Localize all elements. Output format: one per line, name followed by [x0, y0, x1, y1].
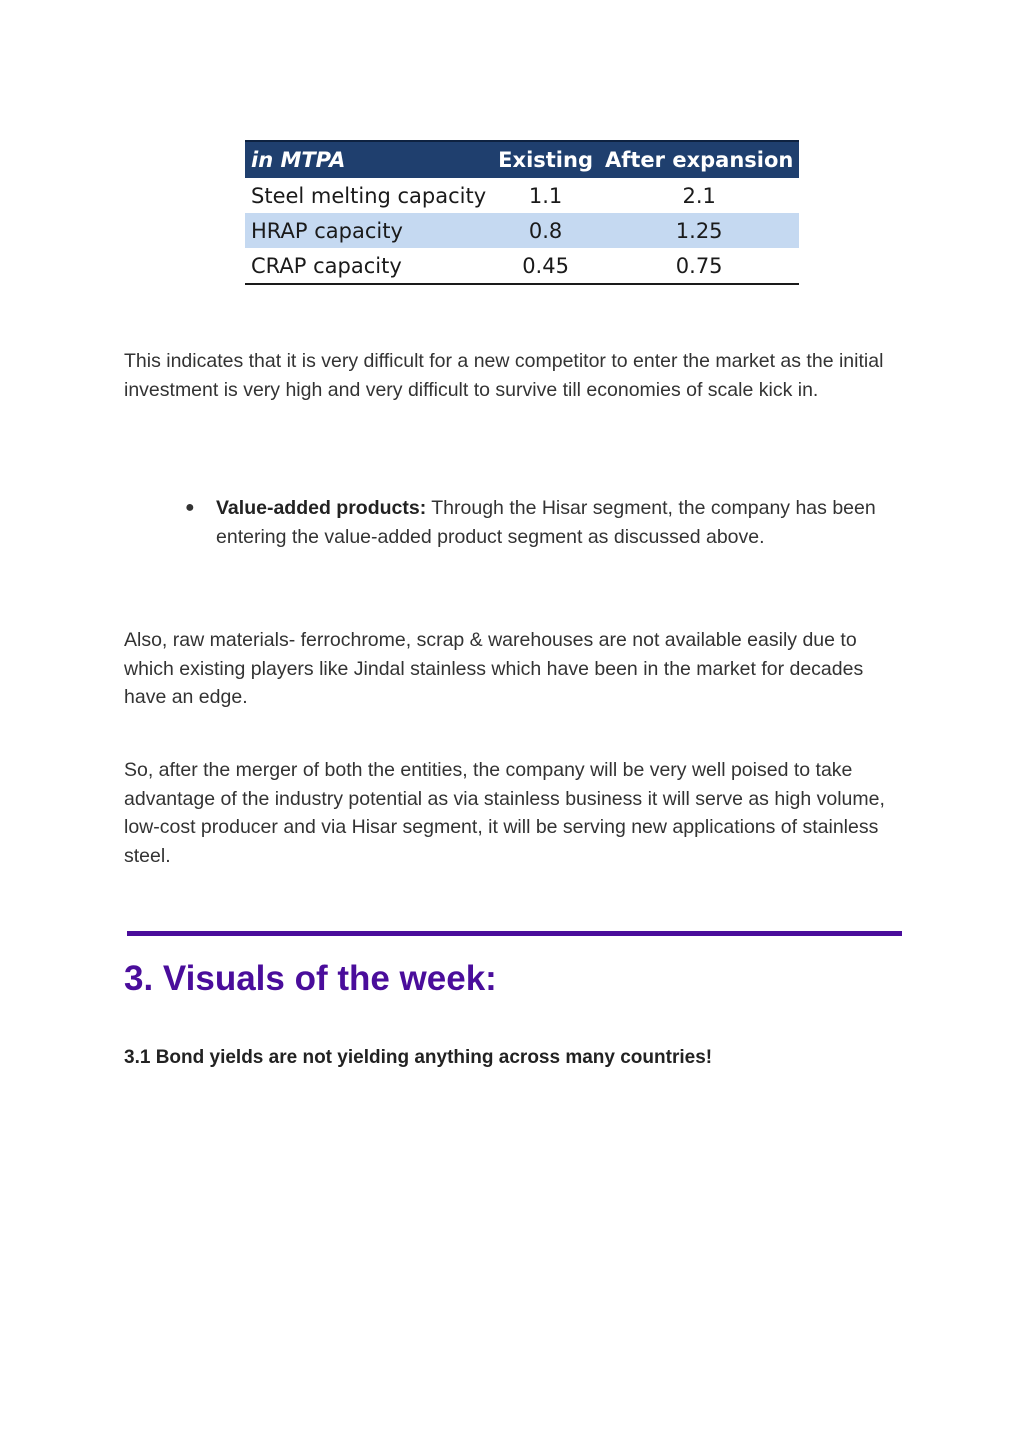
table-header-after-expansion: After expansion	[599, 141, 799, 178]
table-cell-label: HRAP capacity	[245, 213, 492, 248]
section-divider	[127, 931, 902, 936]
merger-paragraph: So, after the merger of both the entities, the company will be very well poised to take advantage of the industry potential as via stainless business it will serve as high volume, low-cost producer and via Hisar segment, it will be serving new applications of stainless steel.	[124, 759, 885, 867]
bullet-text: Through the Hisar segment, the company has been entering the value-added product segment as discussed above.	[216, 497, 876, 548]
capacity-table	[245, 140, 799, 285]
table-cell-label: Steel melting capacity	[251, 183, 487, 208]
table-row	[245, 213, 799, 248]
table-cell-existing: 1.1	[528, 183, 563, 208]
table-cell-label: CRAP capacity	[245, 248, 492, 284]
value-added-bullet	[185, 494, 885, 551]
entry-barrier-paragraph: This indicates that it is very difficult for a new competitor to enter the market as the initial investment is very high and very difficult to survive till economies of scale kick in.	[124, 350, 884, 401]
bullet-content	[216, 494, 885, 551]
table-header-unit: in MTPA	[245, 141, 492, 178]
table-cell-existing: 0.8	[492, 213, 599, 248]
section-heading: 3. Visuals of the week:	[124, 959, 497, 998]
table-cell-after: 1.25	[599, 213, 799, 248]
table-row	[245, 178, 799, 213]
table-row	[245, 248, 799, 284]
table-header-existing: Existing	[492, 141, 599, 178]
table-cell-after: 0.75	[599, 248, 799, 284]
table-header-row	[245, 141, 799, 178]
raw-materials-paragraph: Also, raw materials- ferrochrome, scrap & warehouses are not available easily due to which existing players like Jindal stainless which have been in the market for decades have an edge.	[124, 629, 864, 708]
bullet-lead: Value-added products:	[216, 497, 427, 519]
table-cell-after: 2.1	[682, 183, 716, 208]
table-cell-existing: 0.45	[492, 248, 599, 284]
bullet-marker: ●	[185, 499, 195, 516]
section-subheading: 3.1 Bond yields are not yielding anything across many countries!	[124, 1047, 713, 1068]
